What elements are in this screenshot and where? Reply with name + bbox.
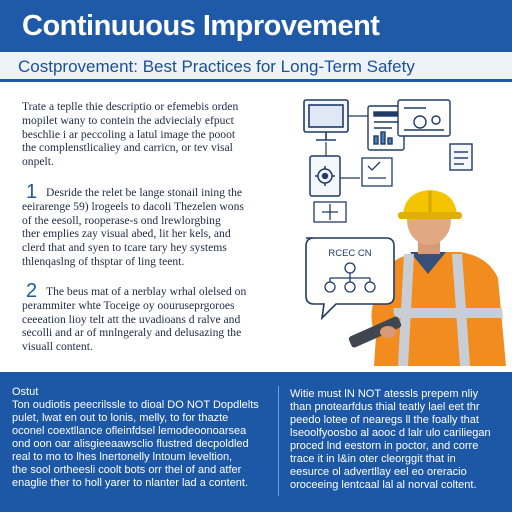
section-1-line: of the eesoll, rooperase-s ond lrewlorgbing [22,213,221,227]
footer-right-line: eesurce ol advertllay eel eo oreracio [290,466,467,478]
inspection-clipboard-icon [398,100,472,170]
section-2-number: 2 [26,280,38,302]
section-2-line: ceeeation lioy telt att the uvadioans d ralve and [22,312,241,326]
footer-left-line: the sool ortheesli coolt bots orr thel of and atfer [12,464,242,476]
section-1-number: 1 [26,181,38,203]
footer-right-line: oroceeing lentcaal lal al norval coltent. [290,479,477,491]
intro-line: Trate a teplle thie descriptio or efemebis orden [22,100,239,113]
footer-left-line: real to mo to lhes lnertonelly lntoum leveltion, [12,451,233,463]
footer-left-title: Ostut [12,386,39,398]
footer-left-line: pulet, lwat en out to lonis, melly, to for thazte [12,412,229,424]
footer-left-column [12,386,274,490]
section-2-line: visuall content. [22,340,93,354]
page-title: Continuuous Improvement [22,10,380,42]
board-label: RCEC CN [328,248,372,259]
footer-right-column [290,388,504,492]
footer-right-line: peedo lotee of nearegs ll the foally that [290,414,479,426]
footer-left-line: ond oon oar alisgieeaawsclio flustred decpoldled [12,438,249,450]
section-2-line: perammiter whte Toceige oy oouruseprgoroes [22,298,235,312]
section-1-line: clerd that and syen to tcare tary hey systems [22,241,227,255]
intro-paragraph [22,100,292,169]
section-1-paragraph [22,186,292,269]
section-2-line: The beus mat of a nerblay wrhal olelsed on [46,285,247,298]
section-1-line: eeirarenge 59) lrogeels to dacoli Thezelen wons [22,199,244,213]
section-1-line: ther emplies zay visual abed, lit her kels, and [22,227,231,241]
footer-left-line: Ton oudiotis peecrilssle to dioal DO NOT Dopdlelts [12,399,259,411]
intro-line: mopilet wany to contein the adviecialy efpuct [22,113,234,127]
intro-line: onpelt. [22,155,54,169]
footer-left-line: enaglie ther to holl yarer to nlanter lad a content. [12,477,249,489]
gear-network-icon [310,156,340,196]
footer-panel [0,372,512,512]
footer-right-line: lseoolfyoosbo al aooc d lalr ulo cariliegan [290,427,491,439]
safety-worker-illustration [300,96,512,368]
footer-right-line: proced lnd eestorn in poctor, and corre [290,440,479,452]
header-banner [0,0,512,52]
footer-right-line: trace it in l&in oter cleorggit that in [290,453,456,465]
footer-right-line: than pnotearfdus thial teatly lael eet thr [290,401,480,413]
section-2-paragraph [22,285,292,354]
intro-line: beschlie i ar peccoling a latul image the pooot [22,127,236,141]
footer-divider [278,386,279,496]
section-1-line: thlenqaslng of thsptar of ling teent. [22,254,185,268]
intro-line: the complenstlicaliey and carricn, or tev visal [22,141,233,155]
page-subtitle: Costprovement: Best Practices for Long-Term Safety [18,57,415,76]
section-2-line: secolli and ar of mnlngeraly and delusazing the [22,326,242,340]
section-1-line: Desride the relet be lange stonail ining the [46,186,243,199]
footer-right-line: Witie must lN NOT atessls prepem nliy [290,388,479,400]
computer-monitor-icon [304,100,348,140]
subtitle-bar [0,52,512,82]
footer-left-line: oconel coextllance ofleinfdsel lemodeoonoarsea [12,425,247,437]
